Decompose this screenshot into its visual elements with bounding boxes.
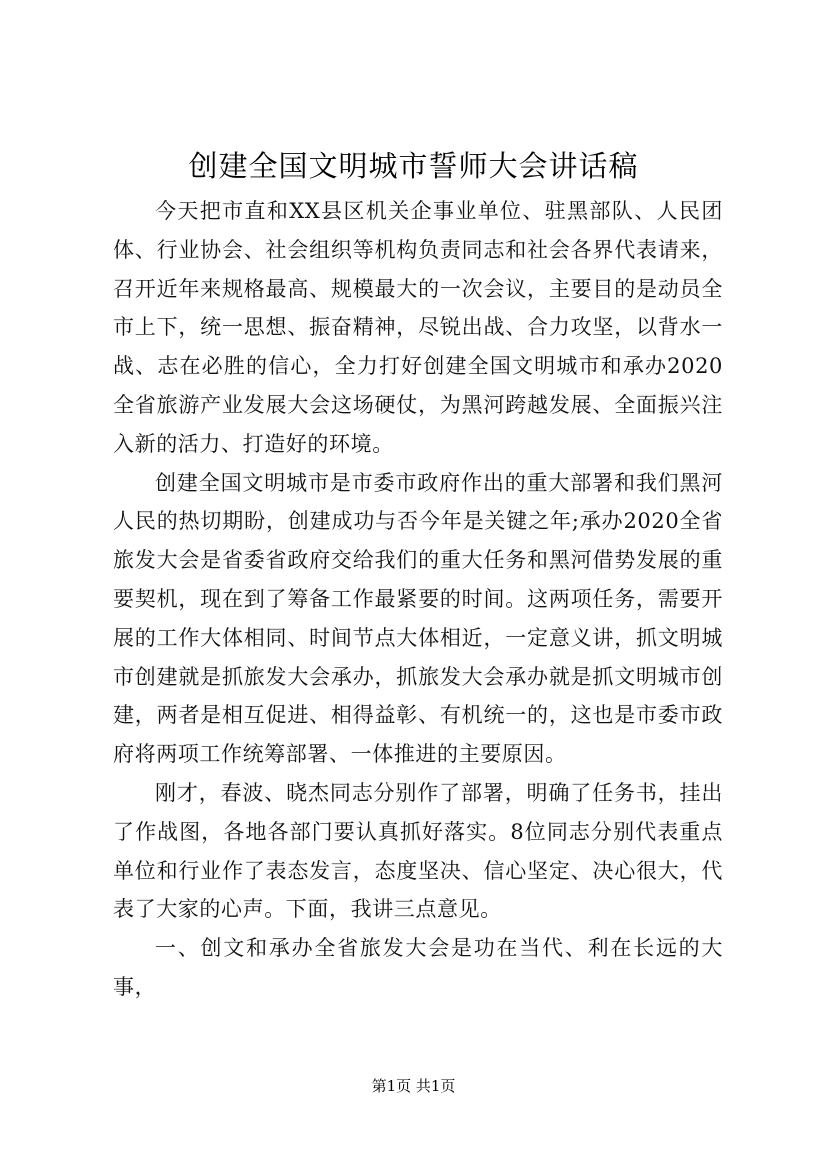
paragraph-4: 一、创文和承办全省旅发大会是功在当代、利在长远的大事， [113, 936, 723, 999]
page-footer [0, 1076, 827, 1096]
paragraph-1: 今天把市直和XX县区机关企事业单位、驻黑部队、人民团体、行业协会、社会组织等机构负责同志和社会各界代表请来，召开近年来规格最高、规模最大的一次会议，主要目的是动员全市上下，统一思想、振奋精神，尽锐出战、合力攻坚，以背水一战、志在必胜的信心，全力打好创建全国文明城市和承办2020全省旅游产业发展大会这场硬仗，为黑河跨越发展、全面振兴注入新的活力、打造好的环境。 [113, 199, 723, 456]
document-body [113, 192, 723, 1007]
paragraph-3: 刚才，春波、晓杰同志分别作了部署，明确了任务书，挂出了作战图，各地各部门要认真抓好落实。8位同志分别代表重点单位和行业作了表态发言，态度坚决、信心坚定、决心很大，代表了大家的心声。下面，我讲三点意见。 [113, 780, 723, 922]
page-number: 第1页 共1页 [371, 1077, 456, 1095]
paragraph-2: 创建全国文明城市是市委市政府作出的重大部署和我们黑河人民的热切期盼，创建成功与否今年是关键之年;承办2020全省旅发大会是省委省政府交给我们的重大任务和黑河借势发展的重要契机，现在到了筹备工作最紧要的时间。这两项任务，需要开展的工作大体相同、时间节点大体相近，一定意义讲，抓文明城市创建就是抓旅发大会承办，抓旅发大会承办就是抓文明城市创建，两者是相互促进、相得益彰、有机统一的，这也是市委市政府将两项工作统筹部署、一体推进的主要原因。 [113, 470, 723, 767]
page-title: 创建全国文明城市誓师大会讲话稿 [188, 149, 639, 183]
